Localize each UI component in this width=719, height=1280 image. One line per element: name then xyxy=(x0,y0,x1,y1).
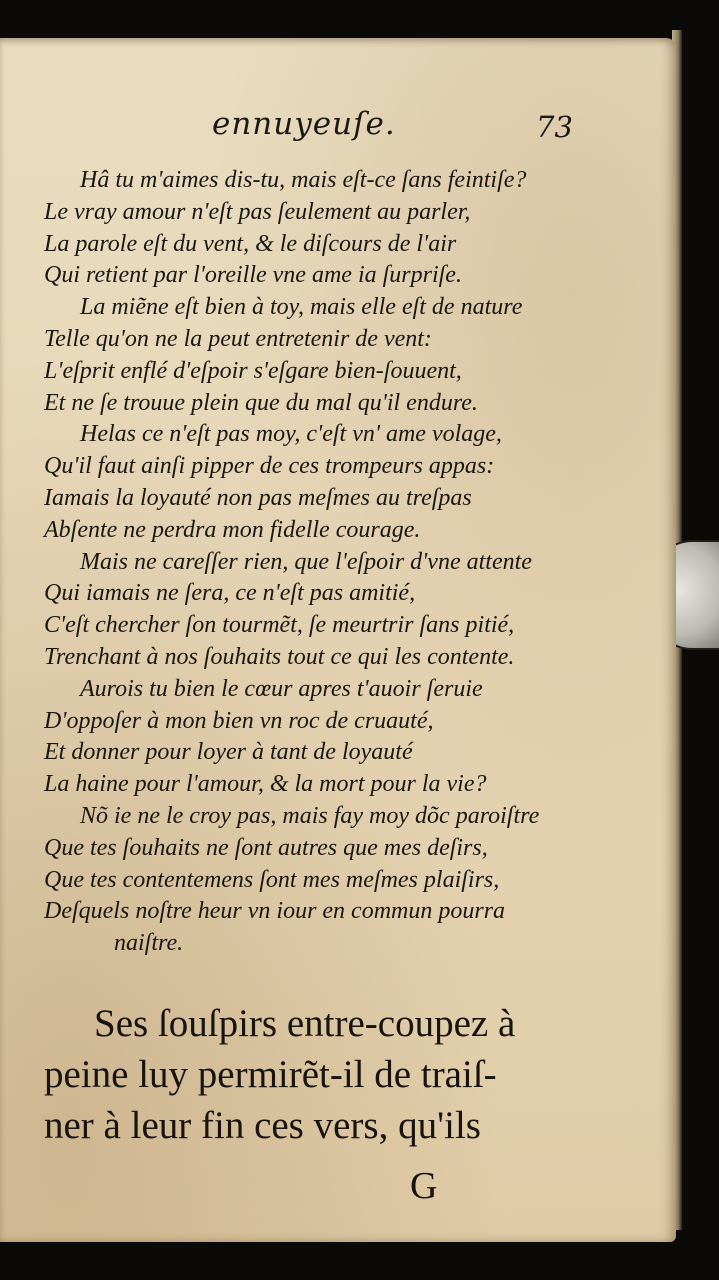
prose-line: peine luy permirẽt-il de traiſ- xyxy=(44,1053,497,1096)
verse-line: Et ne ſe trouue plein que du mal qu'il endure. xyxy=(44,389,478,416)
verse-line: Qui retient par l'oreille vne ame ia ſurpriſe. xyxy=(44,262,462,289)
verse-line: Deſquels noſtre heur vn iour en commun pourra xyxy=(44,898,506,925)
prose-block xyxy=(44,998,584,1151)
verse-line: Trenchant à nos ſouhaits tout ce qui les contente. xyxy=(44,643,515,670)
verse-line: Et donner pour loyer à tant de loyauté xyxy=(44,739,413,766)
verse-line: Que tes ſouhaits ne ſont autres que mes deſirs, xyxy=(44,834,488,861)
running-head: ennuyeuſe. xyxy=(212,106,396,142)
poem-block xyxy=(44,165,604,960)
verse-line: C'eſt chercher ſon tourmẽt, ſe meurtrir ſans pitié, xyxy=(44,612,515,639)
verse-line: Qui iamais ne ſera, ce n'eſt pas amitié, xyxy=(44,580,416,607)
prose-line: ner à leur fin ces vers, qu'ils xyxy=(44,1104,481,1147)
verse-line: La parole eſt du vent, & le diſcours de l'air xyxy=(44,230,457,257)
verse-line: La miẽne eſt bien à toy, mais elle eſt de nature xyxy=(80,294,523,321)
verse-line: La haine pour l'amour, & la mort pour la vie? xyxy=(44,771,487,798)
page-number: 73 xyxy=(536,110,573,144)
verse-line-runover: naiſtre. xyxy=(114,930,184,957)
verse-line: Abſente ne perdra mon fidelle courage. xyxy=(44,516,421,543)
verse-line: Mais ne careſſer rien, que l'eſpoir d'vne attente xyxy=(80,548,532,575)
verse-line: Telle qu'on ne la peut entretenir de vent: xyxy=(44,325,432,352)
verse-line: Aurois tu bien le cœur apres t'auoir ſeruie xyxy=(80,675,483,702)
signature-mark: G xyxy=(410,1165,438,1207)
book-page xyxy=(0,38,676,1242)
verse-line: Hâ tu m'aimes dis-tu, mais eſt-ce ſans feintiſe? xyxy=(80,167,527,193)
verse-line: Nõ ie ne le croy pas, mais fay moy dõc paroiſtre xyxy=(80,802,540,829)
verse-line: Helas ce n'eſt pas moy, c'eſt vn' ame volage, xyxy=(80,421,502,448)
verse-line: L'eſprit enflé d'eſpoir s'eſgare bien-ſouuent, xyxy=(44,357,462,384)
verse-line: D'oppoſer à mon bien vn roc de cruauté, xyxy=(44,707,434,734)
prose-line: Ses ſouſpirs entre-coupez à xyxy=(94,1002,516,1045)
verse-line: Iamais la loyauté non pas meſmes au treſpas xyxy=(44,484,472,511)
verse-line: Le vray amour n'eſt pas ſeulement au parler, xyxy=(44,198,471,225)
verse-line: Que tes contentemens ſont mes meſmes plaiſirs, xyxy=(44,866,500,893)
verse-line: Qu'il faut ainſi pipper de ces trompeurs appas: xyxy=(44,453,495,480)
